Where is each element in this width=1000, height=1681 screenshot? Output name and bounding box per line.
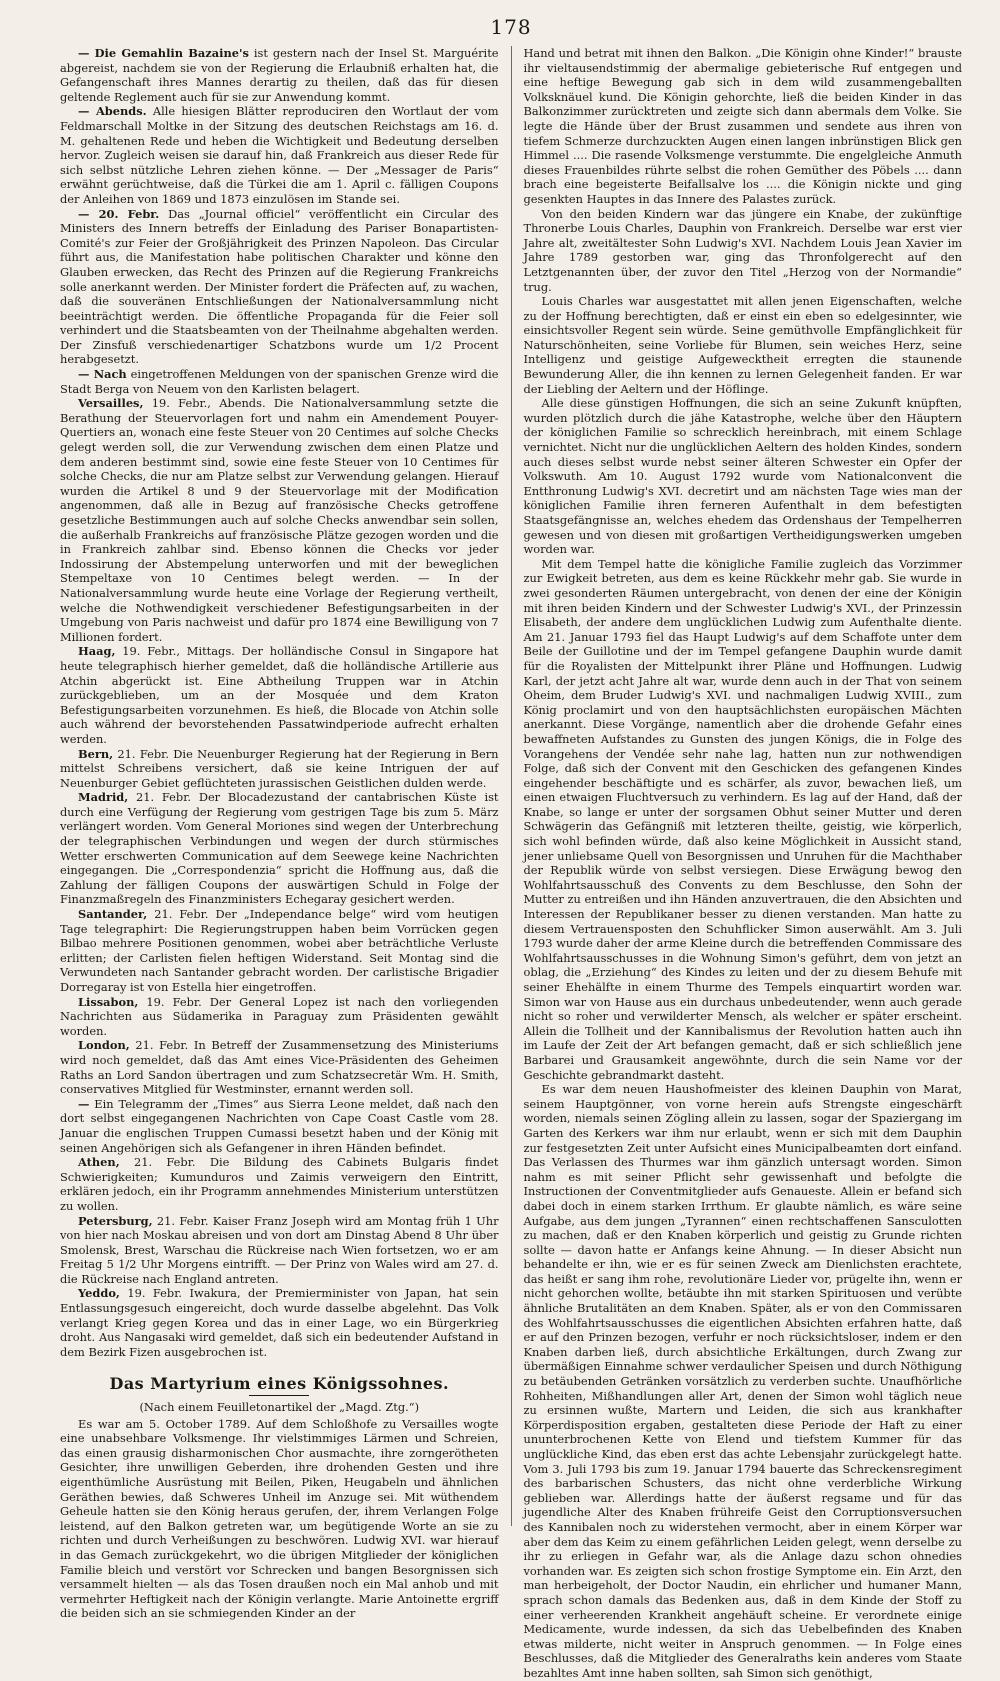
news-text: 21. Febr. Kaiser Franz Joseph wird am Montag früh 1 Uhr von hier nach Moskau abreisen und von dort am Dinstag Abend 8 Uhr über Smolensk, Brest, Warschau die Rückreise nach Wien fortsetzen, wo er am Freitag 5 1/2 Uhr Morgens eintrifft. — Der Prinz von Wales wird am 27. d. die Rückreise nach England antreten. — [60, 1213, 499, 1286]
title-rule — [249, 1395, 309, 1396]
news-text: 19. Febr., Abends. Die Nationalversammlung setzte die Berathung der Steuervorlagen fort und nahm ein Amendement Pouyer-Quertiers an, wonach eine feste Steuer von 20 Centimes auf solche Checks gelegt werden soll, die zur Verwendung zwischen dem einen Platze und dem anderen bestimmt sind, sowie eine feste Steuer von 10 Centimes für solche Checks, die nur am Platze selbst zur Verwendung gelangen. Hierauf wurden die Artikel 8 und 9 der Steuervorlage mit der Modification angenommen, daß alle in Bezug auf französische Checks getroffene gesetzliche Bestimmungen auch auf solche Checks anwendbar sein sollen, die außerhalb Frankreichs auf französische Plätze gezogen worden und die in Frankreich zahlbar sind. Ebenso können die Checks vor jeder Indossirung der Abstempelung unterworfen und mit der beweglichen Stempeltaxe von 10 Centimes belegt werden. — In der Nationalversammlung wurde heute eine Vorlage der Regierung vertheilt, welche die Nothwendigkeit verschiedener Befestigungsarbeiten in der Umgebung von Paris nachweist und dafür pro 1874 eine Bewilligung von 7 Millionen fordert. — [60, 396, 499, 644]
news-dateline: — — [78, 1096, 90, 1111]
article-paragraph: Hand und betrat mit ihnen den Balkon. „Die Königin ohne Kinder!“ brauste ihr vieltausendstimmig der abermalige gebieterische Ruf entgegen und eine heftige Bewegung gab sich in dem wild zusammengeballten Volksknäuel kund. Die Königin gehorchte, ließ die beiden Kinder in das Balkonzimmer zurücktreten und zeigte sich dann abermals dem Volke. Sie legte die Hände über der Brust zusammen und sendete aus ihren von tiefem Schmerze durchzuckten Augen einen langen inbrünstigen Blick gen Himmel .... Die rasende Volksmenge verstummte. Die engelgleiche Anmuth dieses Frauenbildes rührte selbst die rohen Gemüther des Pöbels .... dann brach eine begeisterte Beifallsalve los .... die Königin nickte und ging gesenkten Hauptes in das Innere des Palastes zurück. — [523, 46, 963, 206]
news-text: Alle hiesigen Blätter reproduciren den Wortlaut der vom Feldmarschall Moltke in der Sitzung des deutschen Reichstags am 16. d. M. gehaltenen Rede und heben die Wichtigkeit und Bedeutung derselben hervor. Zugleich weisen sie darauf hin, daß Frankreich aus dieser Rede für sich selbst nützliche Lehren ziehen könne. — Der „Messager de Paris“ erwähnt gerüchtweise, daß die Türkei die am 1. April c. fälligen Coupons der Anleihen von 1869 und 1873 einzulösen im Stande sei. — [60, 104, 499, 206]
news-text: 19. Febr. Iwakura, der Premierminister von Japan, hat sein Entlassungsgesuch eingereicht, doch wurde dasselbe abgelehnt. Das Volk verlangt Krieg gegen Korea und das in einer Lage, wo ein Bürgerkrieg droht. Aus Nangasaki wird gemeldet, daß sich ein bedeutender Aufstand in dem Bezirk Fizen ausgebrochen ist. — [60, 1286, 499, 1359]
news-dateline: Bern, — [78, 746, 114, 761]
news-paragraph — [60, 995, 499, 1039]
news-paragraph — [60, 1286, 499, 1359]
left-column — [60, 46, 507, 1621]
news-dateline: Petersburg, — [78, 1213, 153, 1228]
news-paragraph — [60, 104, 499, 206]
column-divider — [511, 46, 512, 1526]
news-section — [60, 46, 499, 1359]
news-dateline: Madrid, — [78, 790, 129, 805]
news-paragraph — [60, 790, 499, 907]
article-header — [60, 1374, 499, 1415]
news-text: 21. Febr. Der Blocadezustand der cantabrischen Küste ist durch eine Verfügung der Regierung vom gestrigen Tage bis zum 5. März verlängert worden. Vom General Moriones sind wegen der Unterbrechung der telegraphischen Verbindungen und wegen der durch stürmisches Wetter erschwerten Communication auf dem Seewege keine Nachrichten eingegangen. Die „Correspondenzia“ spricht die Hoffnung aus, daß die Zahlung der fälligen Coupons der auswärtigen Schuld in Folge der Finanzmaßregeln des Finanzministers Echegaray gesichert werden. — [60, 790, 499, 907]
news-dateline: Athen, — [78, 1155, 120, 1170]
article-title: Das Martyrium eines Königssohnes. — [109, 1374, 450, 1394]
news-paragraph — [60, 747, 499, 791]
news-paragraph — [60, 1038, 499, 1096]
news-text: ist gestern nach der Insel St. Marguérite abgereist, nachdem sie von der Regierung die Erlaubniß erhalten hat, die Gefangenschaft ihres Mannes derartig zu theilen, daß das für diesen geltende Reglement auch für sie zur Anwendung kommt. — [60, 46, 499, 104]
news-paragraph — [60, 396, 499, 644]
news-dateline: Yeddo, — [78, 1286, 120, 1301]
news-text: eingetroffenen Meldungen von der spanischen Grenze wird die Stadt Berga von Neuem von den Karlisten belagert. — [60, 367, 499, 396]
news-dateline: Haag, — [78, 644, 116, 659]
news-text: 21. Febr. In Betreff der Zusammensetzung des Ministeriums wird noch gemeldet, daß das Amt eines Vice-Präsidenten des Geheimen Raths an Lord Sandon übertragen und zum Schatzsecretär Wm. H. Smith, conservatives Mitglied für Westminster, ernannt werden soll. — [60, 1038, 499, 1097]
news-paragraph — [60, 1097, 499, 1155]
news-dateline: London, — [78, 1038, 130, 1053]
article-paragraph: Von den beiden Kindern war das jüngere ein Knabe, der zukünftige Thronerbe Louis Charles, Dauphin von Frankreich. Derselbe war erst vier Jahre alt, zweitältester Sohn Ludwig's XVI. Nachdem Louis Jean Xavier im Jahre 1789 gestorben war, ging das Thronfolgerecht auf den Letztgenannten über, der zuvor den Titel „Herzog von der Normandie“ trug. — [523, 206, 963, 294]
news-dateline: Versailles, — [78, 396, 144, 411]
news-text: 21. Febr. Der „Independance belge“ wird vom heutigen Tage telegraphirt: Die Regierungstruppen haben beim Vorrücken gegen Bilbao mehrere Positionen genommen, wobei aber beträchtliche Verluste erlitten; der Carlisten fielen heftigen Widerstand. Seit Montag sind die Verwundeten nach Santander gebracht worden. Der carlistische Brigadier Dorregaray ist von Estella hier eingetroffen. — [60, 907, 499, 994]
news-dateline: — Die Gemahlin Bazaine's — [78, 46, 249, 60]
news-paragraph — [60, 907, 499, 995]
news-text: Ein Telegramm der „Times“ aus Sierra Leone meldet, daß nach den dort selbst eingegangenen Nachrichten von Cape Coast Castle vom 28. Januar die englischen Truppen Cumassi besetzt haben und der König mit seinen Angehörigen sich als Gefangener in ihren Händen befindet. — [60, 1096, 499, 1155]
news-text: 21. Febr. Die Neuenburger Regierung hat der Regierung in Bern mittelst Schreibens versichert, daß sie keine Intriguen der auf Neuenburger Gebiet geflüchteten jurassischen Geistlichen dulden werde. — [60, 746, 499, 790]
right-column — [516, 46, 963, 1680]
news-text: 19. Febr. Der General Lopez ist nach den vorliegenden Nachrichten aus Südamerika in Paraguay zum Präsidenten gewählt worden. — [60, 994, 499, 1038]
columns — [60, 46, 963, 1680]
news-paragraph — [60, 46, 499, 104]
news-text: 19. Febr., Mittags. Der holländische Consul in Singapore hat heute telegraphisch hierher gemeldet, daß die holländische Artillerie aus Atchin abgerückt ist. Eine Abtheilung Truppen war in Atchin zurückgeblieben, um an der Mosquée und dem Kraton Befestigungsarbeiten vorzunehmen. Es hieß, die Blocade von Atchin solle auch während der bevorstehenden Passatwindperiode aufrecht erhalten werden. — [60, 644, 499, 746]
article-paragraph: Mit dem Tempel hatte die königliche Familie zugleich das Vorzimmer zur Ewigkeit betreten, aus dem es keine Rückkehr mehr gab. Sie wurde in zwei gesonderten Räumen untergebracht, von denen der eine der Königin mit ihren beiden Kindern und der Schwester Ludwig's XVI., der Prinzessin Elisabeth, der andere dem unglücklichen Ludwig zum Aufenthalte diente. Am 21. Januar 1793 fiel das Haupt Ludwig's auf dem Schaffote unter dem Beile der Guillotine und der im Tempel gefangene Dauphin wurde damit für die Royalisten der Mittelpunkt ihrer Pläne und Hoffnungen. Ludwig Karl, der jetzt acht Jahre alt war, wurde denn auch in der That von seinem Oheim, dem Bruder Ludwig's XVI. und nachmaligen Ludwig XVIII., zum König proclamirt und von den hauptsächlichsten europäischen Mächten anerkannt. Diese Vorgänge, namentlich aber die drohende Gefahr eines bewaffneten Aufstandes zu Gunsten des jungen Königs, die in Folge des Vorangehens der Vendée sehr nahe lag, hatten nun zur nothwendigen Folge, daß sich der Convent mit den Geschicken des gefangenen Kindes eingehender beschäftigte und es schärfer, als zuvor, bewachen ließ, um einen etwaigen Fluchtversuch zu verhindern. Es lag auf der Hand, daß der Knabe, so lange er unter der sorgsamen Obhut seiner Mutter und deren Schwägerin das Gefängniß mit letzteren theilte, geistig, wie körperlich, sich wohl befinden würde, daß also keine Möglichkeit in Aussicht stand, jener unliebsame Quell von Besorgnissen und Unruhen für die Machthaber der Republik würde von selbst versiegen. Diese Erwägung bewog den Wohlfahrtsausschuß des Convents zu dem Beschlusse, den Sohn der Mutter zu entreißen und ihn Händen anzuvertrauen, die den Absichten und Interessen der Republikaner besser zu dienen verstanden. Man hatte zu diesem Vertrauensposten den Schuhflicker Simon auserwählt. Am 3. Juli 1793 wurde daher der arme Kleine durch die betreffenden Commissare des Wohlfahrtsausschusses in die Wohnung Simon's geführt, dem von jetzt an oblag, die „Erziehung“ des Kindes zu leiten und der zu diesem Behufe mit seiner Ehehälfte in einem Thurme des Tempels einquartirt worden war. Simon war von Hause aus ein durchaus unbedeutender, wenn auch gerade nicht so roher und verwilderter Mensch, als welcher er später erscheint. Allein die Tollheit und der Kannibalismus der Revolution hatten auch ihn im Laufe der Zeit der Art befangen gemacht, daß er sich schließlich jene Barbarei und Grausamkeit angewöhnte, durch die sein Name vor der Geschichte gebrandmarkt dasteht. — [523, 556, 963, 1082]
news-paragraph — [60, 644, 499, 746]
news-text: Das „Journal officiel“ veröffentlicht ein Circular des Ministers des Innern betreffs der Einladung des Pariser Bonapartisten-Comité's zur Feier der Großjährigkeit des Prinzen Napoleon. Das Circular führt aus, die Manifestation habe politischen Charakter und könne den Glauben erwecken, das Recht des Prinzen auf die Regierung Frankreichs solle anerkannt werden. Der Minister fordert die Präfecten auf, zu wachen, daß die souveränen Entschließungen der Nationalversammlung nicht beeinträchtigt werden. Die öffentliche Propaganda für die Feier soll verhindert und die Staatsbeamten von der Theilnahme abgehalten werden. Der Zinsfuß verschiedenartiger Schatzbons wurde um 1/2 Procent herabgesetzt. — [60, 206, 499, 367]
news-dateline: — 20. Febr. — [78, 206, 160, 221]
news-paragraph — [60, 1214, 499, 1287]
news-dateline: — Abends. — [78, 104, 147, 119]
article-paragraph: Louis Charles war ausgestattet mit allen jenen Eigenschaften, welche zu der Hoffnung berechtigten, daß er einst ein eben so edelgesinnter, wie einsichtsvoller Regent sein würde. Seine gemüthvolle Empfänglichkeit für Naturschönheiten, seine Vorliebe für Blumen, sein weiches Herz, seine Intelligenz und geistige Aufgewecktheit erregten die staunende Bewunderung Aller, die ihn kennen zu lernen Gelegenheit fanden. Er war der Liebling der Aeltern und der Höflinge. — [523, 294, 963, 396]
page-number: 178 — [490, 15, 532, 39]
news-paragraph — [60, 367, 499, 396]
news-text: 21. Febr. Die Bildung des Cabinets Bulgaris findet Schwierigkeiten; Kumunduros und Zaimis verweigern den Eintritt, erklären jedoch, ein ihr Programm annehmendes Ministerium unterstützen zu wollen. — [60, 1155, 499, 1213]
news-paragraph — [60, 1155, 499, 1213]
news-dateline: Lissabon, — [78, 994, 139, 1009]
news-paragraph — [60, 207, 499, 368]
news-dateline: — Nach — [78, 367, 127, 382]
article-paragraph: Es war dem neuen Haushofmeister des kleinen Dauphin von Marat, seinem Hauptgönner, von vorne herein aufs Strengste eingeschärft worden, niemals seinen Zögling allein zu lassen, sogar der Spaziergang im Garten des Kerkers war ihm nur erlaubt, wenn er sich mit dem Dauphin zur festgesetzten Zeit unter Aufsicht eines Municipalbeamten dort einfand. Das Verlassen des Thurmes war ihm gänzlich untersagt worden. Simon nahm es mit seiner Pflicht sehr gewissenhaft und befolgte die Instructionen der Conventmitglieder aufs Genaueste. Allein er befand sich dabei doch in einem starken Irrthum. Er glaubte nämlich, es wäre seine Aufgabe, aus dem jungen „Tyrannen“ einen rechtschaffenen Sansculotten zu machen, daß er den Knaben körperlich und geistig zu Grunde richten sollte — davon hatte er Anfangs keine Ahnung. — In dieser Absicht nun behandelte er ihn, wie er es für seinen Zweck am Dienlichsten erachtete, das heißt er sang ihm rohe, revolutionäre Lieder vor, prügelte ihn, wenn er nicht gehorchen wollte, betäubte ihn mit starken Spirituosen und verübte ähnliche Brutalitäten an dem Knaben. Später, als er von den Commissaren des Wohlfahrtsausschusses die eigentlichen Absichten erfahren hatte, daß er auf den Prinzen bezogen, verfuhr er noch rücksichtsloser, indem er den Knaben darben ließ, durch absichtliche Erkältungen, durch Zwang zur übermäßigen Einnahme schwer verdaulicher Speisen und durch Nöthigung zu betäubenden Getränken vorsätzlich zu verderben suchte. Unaufhörliche Rohheiten, Mißhandlungen aller Art, denen der Simon wohl täglich neue zu ersinnen wußte, Martern und Leiden, die sich aus krankhafter Körperdisposition ergaben, gestalteten diese Periode der Haft zu einer ununterbrochenen Kette von Elend und tiefstem Kummer für das unglückliche Kind, das eben erst das achte Lebensjahr zurückgelegt hatte. Vom 3. Juli 1793 bis zum 19. Januar 1794 bauerte das Schreckensregiment des barbarischen Schusters, das nicht ohne verderbliche Wirkung geblieben war. Allerdings hatte der äußerst regsame und für das jugendliche Alter des Knaben frühreife Geist den Corruptionsversuchen des Kannibalen noch zu widerstehen vermocht, aber in einem Körper war aber dem das Keim zu einem gefährlichen Leiden gelegt, wenn derselbe zu ihr zu erliegen in Gefahr war, als die Anlage dazu schon ohnedies vorhanden war. Es zeigten sich schon frostige Symptome ein. Ein Arzt, den man herbeigeholt, der Doctor Naudin, ein ehrlicher und humaner Mann, sprach schon damals das Bedenken aus, daß in dem Kinde der Stoff zu einer verheerenden Krankheit angehäuft scheine. Er verordnete einige Medicamente, wurde indessen, da sich das Uebelbefinden des Knaben etwas milderte, nicht weiter in Anspruch genommen. — In Folge eines Beschlusses, daß die Mitglieder des Generalraths kein anderes vom Staate bezahltes Amt inne haben sollten, sah Simon sich genöthigt, — [523, 1082, 963, 1680]
news-dateline: Santander, — [78, 907, 148, 922]
article-subtitle: (Nach einem Feuilletonartikel der „Magd. Ztg.“) — [139, 1400, 420, 1415]
article-paragraph: Alle diese günstigen Hoffnungen, die sich an seine Zukunft knüpften, wurden plötzlich durch die jähe Katastrophe, welche über den Häuptern der königlichen Familie so schrecklich hereinbrach, mit einem Schlage vernichtet. Nicht nur die unglücklichen Aeltern des holden Kindes, sondern auch dieses selbst wurde nebst seiner älteren Schwester ein Opfer der Volkswuth. Am 10. August 1792 wurde vom Nationalconvent die Entthronung Ludwig's XVI. decretirt und am nächsten Tage wies man der königlichen Familie ihren ferneren Aufenthalt in dem befestigten Staatsgefängnisse an, welches ehedem das Ordenshaus der Tempelherren gewesen und von diesen mit großartigen Vertheidigungswerken umgeben worden war. — [523, 396, 963, 557]
article-opening: Es war am 5. October 1789. Auf dem Schloßhofe zu Versailles wogte eine unabsehbare Volksmenge. Ihr vielstimmiges Lärmen und Schreien, das einen grausig disharmonischen Chor ausmachte, ihre zorngerötheten Gesichter, ihre unwilligen Geberden, ihre drohenden Gesten und ihre eigenthümliche Ausrüstung mit Beilen, Piken, Heugabeln und ähnlichen Geräthen bewies, daß Schweres Unheil im Anzuge sei. Mit wüthendem Geheule hatten sie den König heraus gerufen, der, ihrem Verlangen Folge leistend, auf den Balkon getreten war, um begütigende Worte an sie zu richten und durch Verheißungen zu beschwören. Ludwig XVI. war hierauf in das Gemach zurückgekehrt, wo die übrigen Mitglieder der königlichen Familie bleich und verstört vor Schrecken und bangen Besorgnissen sich versammelt hielten — als das Tosen draußen noch ein Mal anhob und mit vermehrter Heftigkeit nach der Königin verlangte. Marie Antoinette ergriff die beiden sich an sie schmiegenden Kinder an der — [60, 1416, 499, 1621]
article-continuation — [524, 46, 963, 1681]
